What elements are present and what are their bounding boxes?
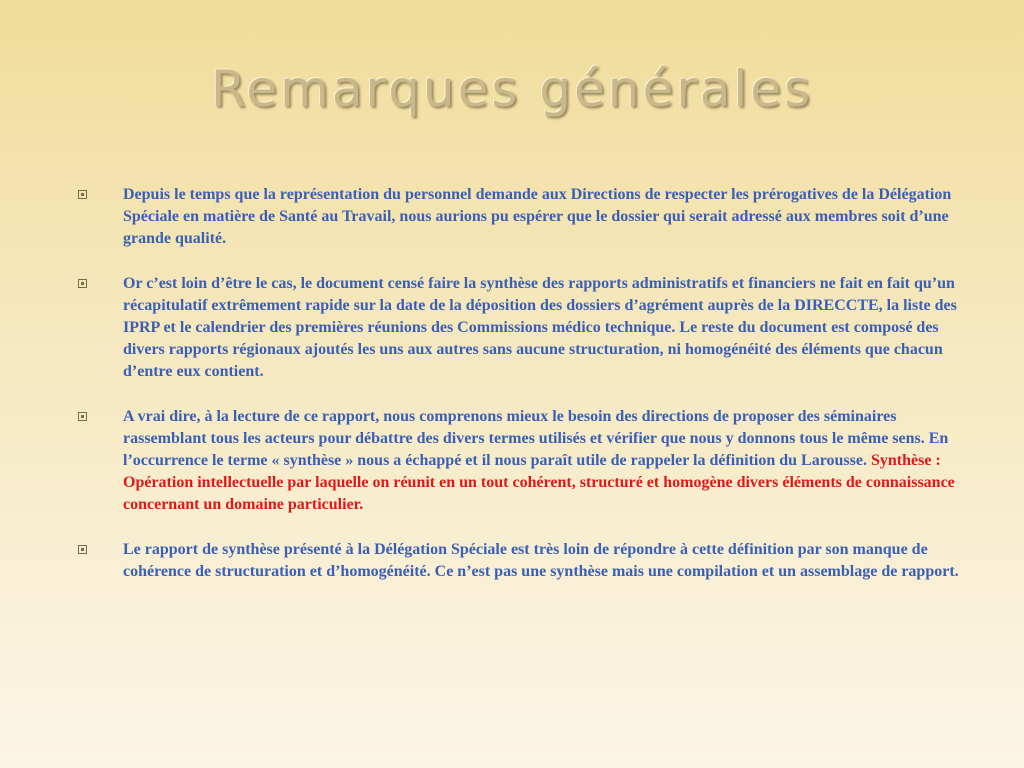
bullet-item-3 <box>78 406 968 516</box>
bullet-text-1-body: Depuis le temps que la représentation du personnel demande aux Directions de respecter les prérogatives de la Délégation Spéciale en matière de Santé au Travail, nous aurions pu espérer que le dossier qui serait adressé aux membres soit d’une grande qualité. <box>123 186 952 247</box>
bullet-text-2 <box>123 273 968 383</box>
bullet-item-1 <box>78 184 968 250</box>
bullet-text-4 <box>123 539 968 583</box>
square-bullet-icon <box>78 279 87 288</box>
square-bullet-icon <box>78 545 87 554</box>
bullet-text-3 <box>123 406 968 516</box>
bullet-item-4 <box>78 539 968 583</box>
bullet-text-1 <box>123 184 968 250</box>
square-bullet-icon <box>78 412 87 421</box>
square-bullet-icon <box>78 190 87 199</box>
slide-title: Remarques générales <box>210 60 814 118</box>
bullet-text-2-body: Or c’est loin d’être le cas, le document censé faire la synthèse des rapports administratifs et financiers ne fait en fait qu’un récapitulatif extrêmement rapide sur la date de la déposition des dossiers d’agrément auprès de la DIRECCTE, la liste des IPRP et le calendrier des premières réunions des Commissions médico technique. Le reste du document est composé des divers rapports régionaux ajoutés les uns aux autres sans aucune structuration, ni homogénéité des éléments que chacun d’entre eux contient. <box>123 275 957 380</box>
definition-highlight: Synthèse : Opération intellectuelle par laquelle on réunit en un tout cohérent, structuré et homogène divers éléments de connaissance concernant un domaine particulier. <box>123 452 955 513</box>
bullet-item-2 <box>78 273 968 383</box>
bullet-text-4-body: Le rapport de synthèse présenté à la Délégation Spéciale est très loin de répondre à cette définition par son manque de cohérence de structuration et d’homogénéité. Ce n’est pas une synthèse mais une compilation et un assemblage de rapport. <box>123 541 959 580</box>
bullet-text-3-body: A vrai dire, à la lecture de ce rapport, nous comprenons mieux le besoin des directions de proposer des séminaires rassemblant tous les acteurs pour débattre des divers termes utilisés et vérifier que nous y donnons tous le même sens. En l’occurrence le terme « synthèse » nous a échappé et il nous paraît utile de rappeler la définition du Larousse. <box>123 408 949 469</box>
bullet-list <box>78 184 968 606</box>
